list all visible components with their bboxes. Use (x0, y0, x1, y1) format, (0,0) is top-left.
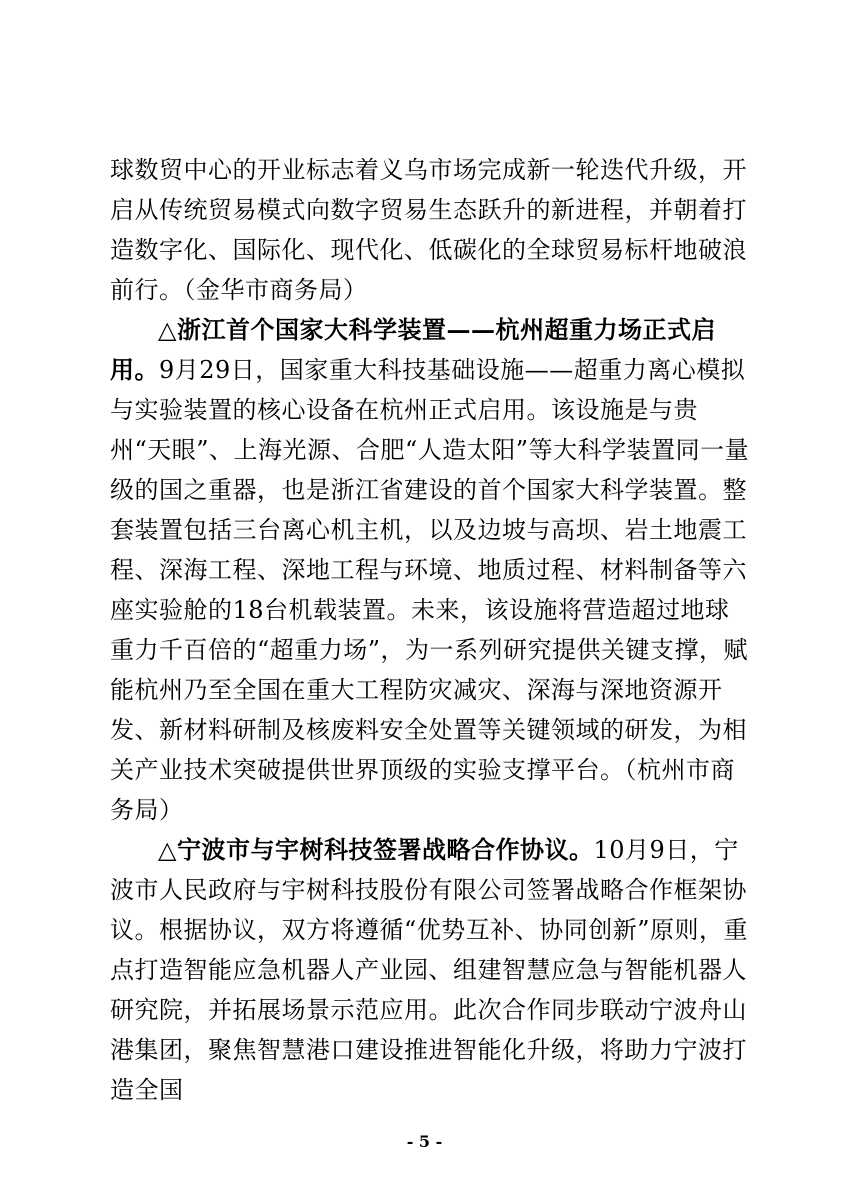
news-item-text: 10月9日，宁波市人民政府与宇树科技股份有限公司签署战略合作框架协议。根据协议，双方将遵循“优势互补、协同创新”原则，重点打造智能应急机器人产业园、组建智慧应急与智能机器人研究院，并拓展场景示范应用。此次合作同步联动宁波舟山港集团，聚焦智慧港口建设推进智能化升级，将助力宁波打造全国 (110, 836, 749, 1104)
news-item-heading: △宁波市与宇树科技签署战略合作协议。 (158, 835, 594, 864)
news-item-heading: △浙江首个国家大科学装置——杭州超重力场正式启用。 (110, 315, 716, 384)
body-text (110, 150, 750, 1110)
paragraph-continuation (110, 150, 750, 310)
news-item-hangzhou-supergravity (110, 310, 750, 830)
page-number: - 5 - (406, 1132, 443, 1151)
paragraph-text: 球数贸中心的开业标志着义乌市场完成新一轮迭代升级，开启从传统贸易模式向数字贸易生态跃升的新进程，并朝着打造数字化、国际化、现代化、低碳化的全球贸易标杆地破浪前行。（金华市商务局） (110, 156, 747, 304)
news-item-text: 9月29日，国家重大科技基础设施——超重力离心模拟与实验装置的核心设备在杭州正式启用。该设施是与贵州“天眼”、上海光源、合肥“人造太阳”等大科学装置同一量级的国之重器，也是浙江省建设的首个国家大科学装置。整套装置包括三台离心机主机，以及边坡与高坝、岩土地震工程、深海工程、深地工程与环境、地质过程、材料制备等六座实验舱的18台机载装置。未来，该设施将营造超过地球重力千百倍的“超重力场”，为一系列研究提供关键支撑，赋能杭州乃至全国在重大工程防灾减灾、深海与深地资源开发、新材料研制及核废料安全处置等关键领域的研发，为相关产业技术突破提供世界顶级的实验支撑平台。（杭州市商务局） (110, 356, 750, 824)
news-item-ningbo-unitree (110, 830, 750, 1110)
